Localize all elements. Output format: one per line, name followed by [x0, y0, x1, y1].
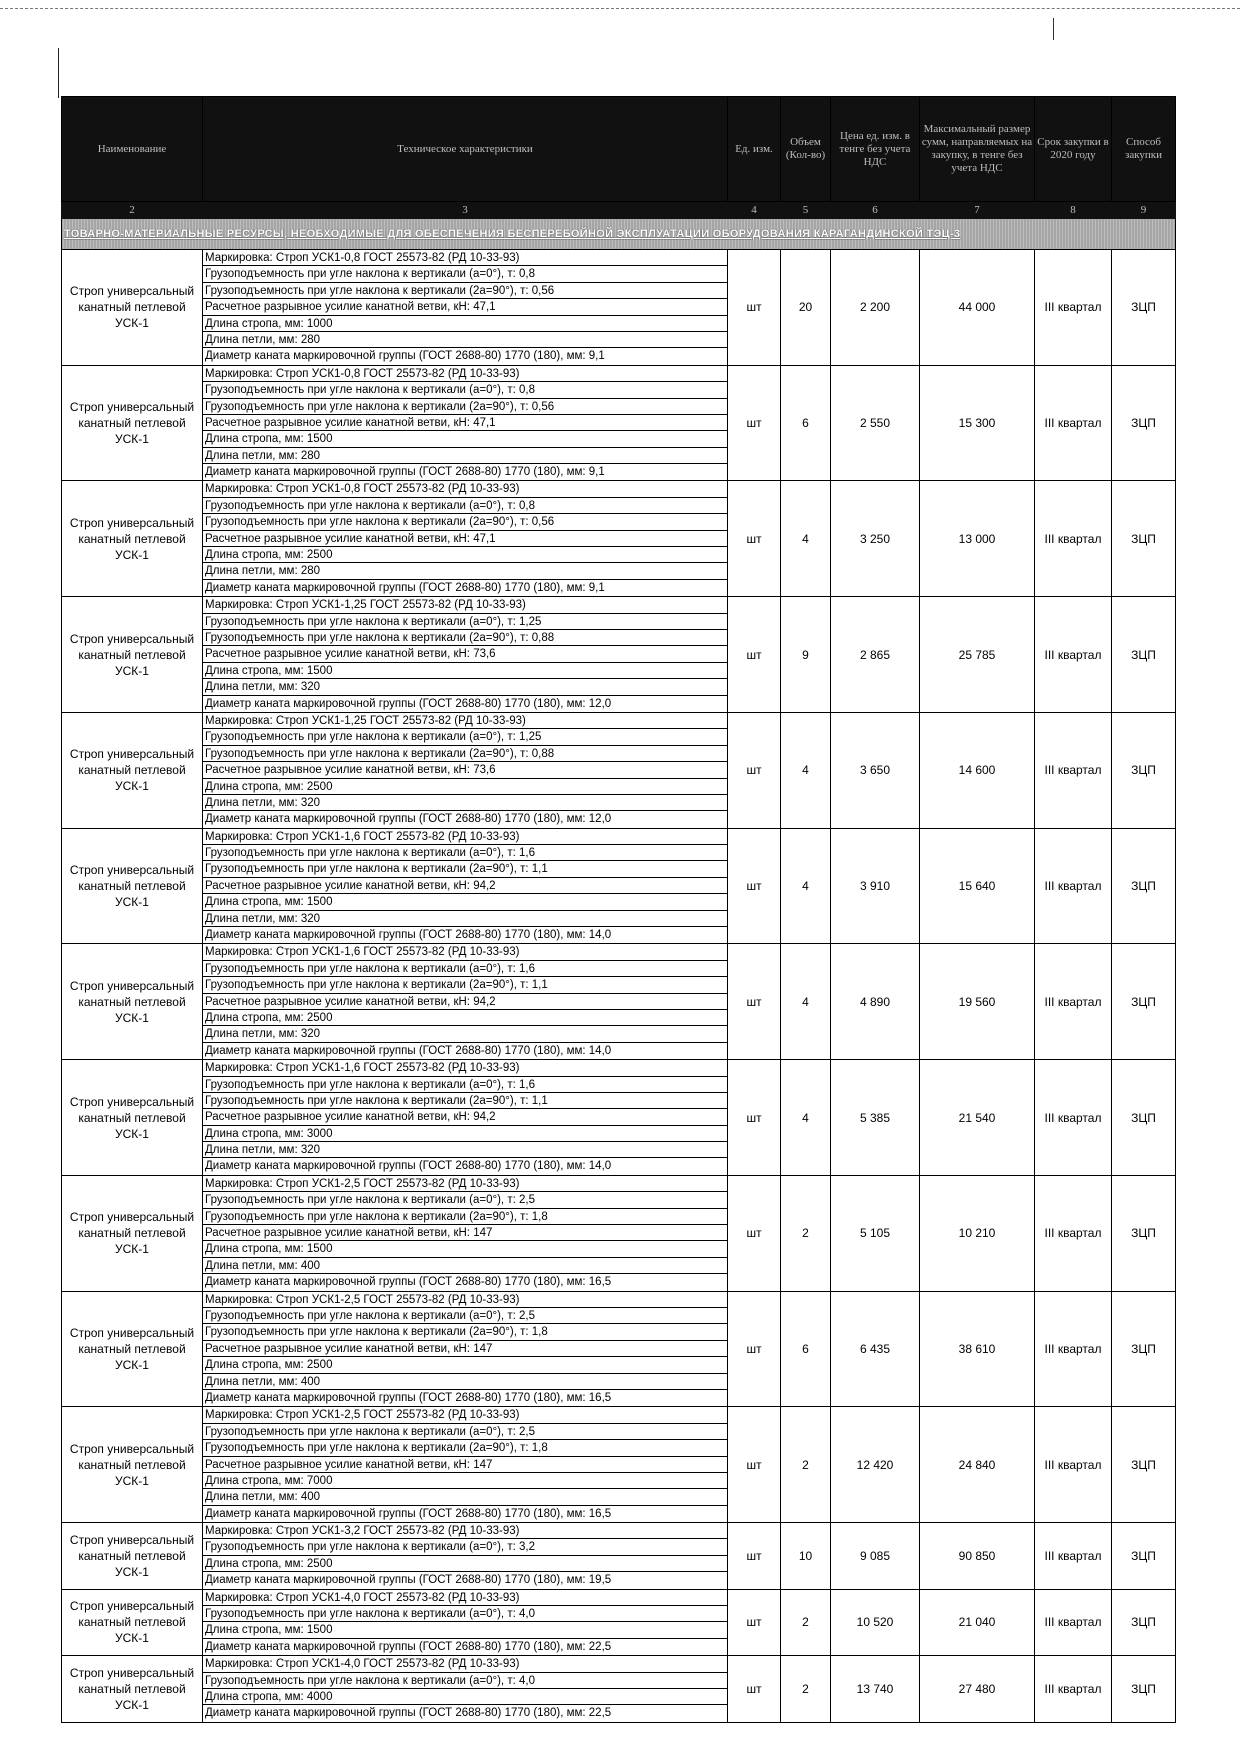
- spec-line: Маркировка: Строп УСК1-1,6 ГОСТ 25573-82 (РД 10-33-93): [203, 829, 727, 845]
- table-row: [62, 365, 1176, 481]
- item-price: 10 520: [831, 1589, 920, 1656]
- spec-line: Длина стропа, мм: 3000: [203, 1126, 727, 1142]
- item-specs: [203, 250, 728, 366]
- spec-line: Расчетное разрывное усилие канатной ветви, кН: 147: [203, 1225, 727, 1241]
- item-price: 6 435: [831, 1291, 920, 1407]
- spec-line: Диаметр каната маркировочной группы (ГОСТ 2688-80) 1770 (180), мм: 19,5: [205, 1574, 612, 1587]
- item-total: 90 850: [920, 1523, 1035, 1590]
- item-specs: [203, 1291, 728, 1407]
- item-unit: шт: [728, 1291, 781, 1407]
- item-total: 38 610: [920, 1291, 1035, 1407]
- item-price: 2 550: [831, 365, 920, 481]
- spec-line: Диаметр каната маркировочной группы (ГОСТ 2688-80) 1770 (180), мм: 9,1: [205, 466, 605, 479]
- spec-line: Маркировка: Строп УСК1-3,2 ГОСТ 25573-82 (РД 10-33-93): [203, 1523, 727, 1539]
- item-term: III квартал: [1035, 828, 1112, 944]
- scan-left-border: [58, 48, 59, 98]
- spec-line: Расчетное разрывное усилие канатной ветви, кН: 147: [203, 1457, 727, 1473]
- item-name: Строп универсальный канатный петлевой УСК-1: [62, 712, 203, 828]
- spec-line: Маркировка: Строп УСК1-1,25 ГОСТ 25573-82 (РД 10-33-93): [203, 713, 727, 729]
- item-specs: [203, 828, 728, 944]
- item-total: 21 540: [920, 1060, 1035, 1176]
- item-term: III квартал: [1035, 712, 1112, 828]
- item-qty: 2: [781, 1407, 831, 1523]
- spec-line: Грузоподъемность при угле наклона к вертикали (a=0°), т: 0,8: [203, 498, 727, 514]
- item-unit: шт: [728, 944, 781, 1060]
- item-specs: [203, 481, 728, 597]
- spec-line: Длина петли, мм: 280: [203, 332, 727, 348]
- spec-line: Длина стропа, мм: 4000: [203, 1689, 727, 1705]
- spec-line: Длина петли, мм: 280: [203, 563, 727, 579]
- item-unit: шт: [728, 1523, 781, 1590]
- spec-line: Грузоподъемность при угле наклона к вертикали (2a=90°), т: 0,56: [203, 399, 727, 415]
- item-specs: [203, 1589, 728, 1656]
- item-name: Строп универсальный канатный петлевой УСК-1: [62, 1656, 203, 1723]
- spec-line: Длина стропа, мм: 7000: [203, 1473, 727, 1489]
- spec-line: Длина стропа, мм: 2500: [203, 547, 727, 563]
- item-total: 27 480: [920, 1656, 1035, 1723]
- header-name: Наименование: [62, 97, 203, 202]
- spec-line: Маркировка: Строп УСК1-4,0 ГОСТ 25573-82 (РД 10-33-93): [203, 1590, 727, 1606]
- item-price: 3 650: [831, 712, 920, 828]
- item-qty: 2: [781, 1175, 831, 1291]
- item-qty: 20: [781, 250, 831, 366]
- item-name: Строп универсальный канатный петлевой УСК-1: [62, 944, 203, 1060]
- spec-line: Длина петли, мм: 320: [203, 795, 727, 811]
- item-price: 5 385: [831, 1060, 920, 1176]
- item-name: Строп универсальный канатный петлевой УСК-1: [62, 1291, 203, 1407]
- item-price: 13 740: [831, 1656, 920, 1723]
- item-price: 3 910: [831, 828, 920, 944]
- spec-line: Диаметр каната маркировочной группы (ГОСТ 2688-80) 1770 (180), мм: 22,5: [205, 1640, 612, 1653]
- item-unit: шт: [728, 1656, 781, 1723]
- spec-line: Длина стропа, мм: 1500: [203, 431, 727, 447]
- spec-line: Расчетное разрывное усилие канатной ветви, кН: 47,1: [203, 299, 727, 315]
- item-qty: 4: [781, 828, 831, 944]
- procurement-table: [61, 96, 1176, 1723]
- item-term: III квартал: [1035, 597, 1112, 713]
- item-qty: 9: [781, 597, 831, 713]
- column-number: 3: [203, 202, 728, 219]
- item-name: Строп универсальный канатный петлевой УСК-1: [62, 365, 203, 481]
- spec-line: Маркировка: Строп УСК1-2,5 ГОСТ 25573-82 (РД 10-33-93): [203, 1176, 727, 1192]
- item-price: 12 420: [831, 1407, 920, 1523]
- table-body: [62, 219, 1176, 1723]
- item-unit: шт: [728, 1589, 781, 1656]
- column-number: 6: [831, 202, 920, 219]
- item-specs: [203, 944, 728, 1060]
- spec-line: Диаметр каната маркировочной группы (ГОСТ 2688-80) 1770 (180), мм: 9,1: [205, 350, 605, 363]
- column-number: 7: [920, 202, 1035, 219]
- item-total: 19 560: [920, 944, 1035, 1060]
- item-method: ЗЦП: [1112, 250, 1176, 366]
- spec-line: Грузоподъемность при угле наклона к вертикали (a=0°), т: 1,25: [203, 614, 727, 630]
- spec-line: Расчетное разрывное усилие канатной ветви, кН: 94,2: [203, 878, 727, 894]
- spec-line: Длина петли, мм: 320: [203, 679, 727, 695]
- table-row: [62, 250, 1176, 366]
- item-name: Строп универсальный канатный петлевой УСК-1: [62, 250, 203, 366]
- spec-line: Диаметр каната маркировочной группы (ГОСТ 2688-80) 1770 (180), мм: 16,5: [205, 1507, 612, 1520]
- spec-line: Расчетное разрывное усилие канатной ветви, кН: 73,6: [203, 762, 727, 778]
- item-unit: шт: [728, 1060, 781, 1176]
- spec-line: Грузоподъемность при угле наклона к вертикали (a=0°), т: 0,8: [203, 266, 727, 282]
- spec-line: Диаметр каната маркировочной группы (ГОСТ 2688-80) 1770 (180), мм: 14,0: [205, 1160, 612, 1173]
- item-price: 9 085: [831, 1523, 920, 1590]
- item-total: 44 000: [920, 250, 1035, 366]
- item-term: III квартал: [1035, 1523, 1112, 1590]
- item-method: ЗЦП: [1112, 365, 1176, 481]
- spec-line: Маркировка: Строп УСК1-1,6 ГОСТ 25573-82 (РД 10-33-93): [203, 1060, 727, 1076]
- spec-line: Длина стропа, мм: 2500: [203, 1556, 727, 1572]
- spec-line: Грузоподъемность при угле наклона к вертикали (2a=90°), т: 0,88: [203, 630, 727, 646]
- table-row: [62, 1291, 1176, 1407]
- item-qty: 6: [781, 365, 831, 481]
- spec-line: Диаметр каната маркировочной группы (ГОСТ 2688-80) 1770 (180), мм: 16,5: [205, 1391, 612, 1404]
- item-method: ЗЦП: [1112, 1060, 1176, 1176]
- item-method: ЗЦП: [1112, 1407, 1176, 1523]
- item-name: Строп универсальный канатный петлевой УСК-1: [62, 597, 203, 713]
- item-unit: шт: [728, 1407, 781, 1523]
- item-unit: шт: [728, 365, 781, 481]
- column-number: 2: [62, 202, 203, 219]
- item-method: ЗЦП: [1112, 1175, 1176, 1291]
- header-total: Максимальный размер сумм, направляемых на закупку, в тенге без учета НДС: [920, 97, 1035, 202]
- spec-line: Длина петли, мм: 280: [203, 448, 727, 464]
- item-unit: шт: [728, 250, 781, 366]
- item-unit: шт: [728, 597, 781, 713]
- column-number: 9: [1112, 202, 1176, 219]
- spec-line: Маркировка: Строп УСК1-0,8 ГОСТ 25573-82 (РД 10-33-93): [203, 250, 727, 266]
- item-total: 13 000: [920, 481, 1035, 597]
- spec-line: Грузоподъемность при угле наклона к вертикали (2a=90°), т: 1,8: [203, 1440, 727, 1456]
- table-row: [62, 1060, 1176, 1176]
- table-row: [62, 1175, 1176, 1291]
- item-total: 25 785: [920, 597, 1035, 713]
- table-row: [62, 828, 1176, 944]
- item-price: 5 105: [831, 1175, 920, 1291]
- item-qty: 2: [781, 1589, 831, 1656]
- item-method: ЗЦП: [1112, 1656, 1176, 1723]
- item-price: 3 250: [831, 481, 920, 597]
- header-term: Срок закупки в 2020 году: [1035, 97, 1112, 202]
- spec-line: Грузоподъемность при угле наклона к вертикали (a=0°), т: 2,5: [203, 1308, 727, 1324]
- spec-line: Грузоподъемность при угле наклона к вертикали (2a=90°), т: 0,88: [203, 746, 727, 762]
- item-specs: [203, 1523, 728, 1590]
- spec-line: Диаметр каната маркировочной группы (ГОСТ 2688-80) 1770 (180), мм: 12,0: [205, 813, 612, 826]
- item-qty: 10: [781, 1523, 831, 1590]
- item-term: III квартал: [1035, 1291, 1112, 1407]
- item-term: III квартал: [1035, 944, 1112, 1060]
- section-title: ТОВАРНО-МАТЕРИАЛЬНЫЕ РЕСУРСЫ, НЕОБХОДИМЫЕ ДЛЯ ОБЕСПЕЧЕНИЯ БЕСПЕРЕБОЙНОЙ ЭКСПЛУАТАЦИИ ОБОРУДОВАНИЯ КАРАГАНДИНСКОЙ ТЭЦ-3: [64, 228, 961, 240]
- item-specs: [203, 1656, 728, 1723]
- item-qty: 4: [781, 481, 831, 597]
- table-row: [62, 481, 1176, 597]
- spec-line: Расчетное разрывное усилие канатной ветви, кН: 47,1: [203, 531, 727, 547]
- item-qty: 6: [781, 1291, 831, 1407]
- item-total: 10 210: [920, 1175, 1035, 1291]
- spec-line: Длина петли, мм: 320: [203, 1142, 727, 1158]
- column-number: 4: [728, 202, 781, 219]
- header-price: Цена ед. изм. в тенге без учета НДС: [831, 97, 920, 202]
- table-row: [62, 1407, 1176, 1523]
- spec-line: Маркировка: Строп УСК1-2,5 ГОСТ 25573-82 (РД 10-33-93): [203, 1292, 727, 1308]
- spec-line: Длина стропа, мм: 1500: [203, 1241, 727, 1257]
- item-name: Строп универсальный канатный петлевой УСК-1: [62, 1407, 203, 1523]
- item-term: III квартал: [1035, 1407, 1112, 1523]
- spec-line: Длина петли, мм: 400: [203, 1489, 727, 1505]
- spec-line: Диаметр каната маркировочной группы (ГОСТ 2688-80) 1770 (180), мм: 14,0: [205, 929, 612, 942]
- spec-line: Расчетное разрывное усилие канатной ветви, кН: 73,6: [203, 646, 727, 662]
- spec-line: Грузоподъемность при угле наклона к вертикали (a=0°), т: 1,6: [203, 961, 727, 977]
- spec-line: Диаметр каната маркировочной группы (ГОСТ 2688-80) 1770 (180), мм: 16,5: [205, 1276, 612, 1289]
- column-number: 8: [1035, 202, 1112, 219]
- item-term: III квартал: [1035, 1060, 1112, 1176]
- item-name: Строп универсальный канатный петлевой УСК-1: [62, 828, 203, 944]
- table-row: [62, 712, 1176, 828]
- item-term: III квартал: [1035, 481, 1112, 597]
- item-total: 15 300: [920, 365, 1035, 481]
- header-specs: Техническое характеристики: [203, 97, 728, 202]
- spec-line: Диаметр каната маркировочной группы (ГОСТ 2688-80) 1770 (180), мм: 14,0: [205, 1044, 612, 1057]
- item-name: Строп универсальный канатный петлевой УСК-1: [62, 1175, 203, 1291]
- spec-line: Длина стропа, мм: 1500: [203, 1622, 727, 1638]
- spec-line: Расчетное разрывное усилие канатной ветви, кН: 47,1: [203, 415, 727, 431]
- item-term: III квартал: [1035, 365, 1112, 481]
- item-method: ЗЦП: [1112, 481, 1176, 597]
- spec-line: Грузоподъемность при угле наклона к вертикали (2a=90°), т: 1,1: [203, 861, 727, 877]
- item-specs: [203, 712, 728, 828]
- item-price: 4 890: [831, 944, 920, 1060]
- section-cell: [62, 219, 1176, 250]
- column-number: 5: [781, 202, 831, 219]
- item-qty: 4: [781, 712, 831, 828]
- item-method: ЗЦП: [1112, 1589, 1176, 1656]
- spec-line: Грузоподъемность при угле наклона к вертикали (2a=90°), т: 1,1: [203, 1093, 727, 1109]
- spec-line: Диаметр каната маркировочной группы (ГОСТ 2688-80) 1770 (180), мм: 22,5: [205, 1707, 612, 1720]
- item-method: ЗЦП: [1112, 1291, 1176, 1407]
- spec-line: Маркировка: Строп УСК1-2,5 ГОСТ 25573-82 (РД 10-33-93): [203, 1407, 727, 1423]
- spec-line: Грузоподъемность при угле наклона к вертикали (a=0°), т: 0,8: [203, 382, 727, 398]
- header-row: [62, 97, 1176, 202]
- spec-line: Маркировка: Строп УСК1-0,8 ГОСТ 25573-82 (РД 10-33-93): [203, 481, 727, 497]
- table-row: [62, 1656, 1176, 1723]
- spec-line: Грузоподъемность при угле наклона к вертикали (a=0°), т: 1,6: [203, 1077, 727, 1093]
- spec-line: Длина стропа, мм: 1500: [203, 663, 727, 679]
- item-qty: 4: [781, 944, 831, 1060]
- item-term: III квартал: [1035, 1589, 1112, 1656]
- item-term: III квартал: [1035, 250, 1112, 366]
- header-method: Способ закупки: [1112, 97, 1176, 202]
- table-row: [62, 597, 1176, 713]
- item-qty: 4: [781, 1060, 831, 1176]
- spec-line: Грузоподъемность при угле наклона к вертикали (2a=90°), т: 1,8: [203, 1209, 727, 1225]
- column-number-row: [62, 202, 1176, 219]
- item-method: ЗЦП: [1112, 1523, 1176, 1590]
- item-unit: шт: [728, 481, 781, 597]
- spec-line: Грузоподъемность при угле наклона к вертикали (a=0°), т: 4,0: [203, 1673, 727, 1689]
- table-row: [62, 944, 1176, 1060]
- spec-line: Длина петли, мм: 400: [203, 1258, 727, 1274]
- item-name: Строп универсальный канатный петлевой УСК-1: [62, 481, 203, 597]
- item-unit: шт: [728, 712, 781, 828]
- spec-line: Длина петли, мм: 400: [203, 1374, 727, 1390]
- spec-line: Длина стропа, мм: 2500: [203, 1010, 727, 1026]
- item-price: 2 865: [831, 597, 920, 713]
- item-qty: 2: [781, 1656, 831, 1723]
- header-unit: Ед. изм.: [728, 97, 781, 202]
- spec-line: Грузоподъемность при угле наклона к вертикали (a=0°), т: 2,5: [203, 1192, 727, 1208]
- item-name: Строп универсальный канатный петлевой УСК-1: [62, 1523, 203, 1590]
- item-specs: [203, 365, 728, 481]
- table-header: [62, 97, 1176, 219]
- spec-line: Маркировка: Строп УСК1-4,0 ГОСТ 25573-82 (РД 10-33-93): [203, 1656, 727, 1672]
- spec-line: Расчетное разрывное усилие канатной ветви, кН: 147: [203, 1341, 727, 1357]
- spec-line: Диаметр каната маркировочной группы (ГОСТ 2688-80) 1770 (180), мм: 12,0: [205, 697, 612, 710]
- spec-line: Грузоподъемность при угле наклона к вертикали (a=0°), т: 2,5: [203, 1424, 727, 1440]
- table-row: [62, 1523, 1176, 1590]
- spec-line: Длина стропа, мм: 1500: [203, 894, 727, 910]
- item-specs: [203, 597, 728, 713]
- spec-line: Расчетное разрывное усилие канатной ветви, кН: 94,2: [203, 994, 727, 1010]
- spec-line: Грузоподъемность при угле наклона к вертикали (a=0°), т: 1,6: [203, 845, 727, 861]
- item-unit: шт: [728, 1175, 781, 1291]
- spec-line: Грузоподъемность при угле наклона к вертикали (2a=90°), т: 1,1: [203, 977, 727, 993]
- item-specs: [203, 1060, 728, 1176]
- spec-line: Расчетное разрывное усилие канатной ветви, кН: 94,2: [203, 1109, 727, 1125]
- spec-line: Длина петли, мм: 320: [203, 1026, 727, 1042]
- spec-line: Грузоподъемность при угле наклона к вертикали (2a=90°), т: 1,8: [203, 1324, 727, 1340]
- item-total: 21 040: [920, 1589, 1035, 1656]
- item-method: ЗЦП: [1112, 712, 1176, 828]
- spec-line: Длина стропа, мм: 1000: [203, 316, 727, 332]
- table-row: [62, 1589, 1176, 1656]
- spec-line: Длина петли, мм: 320: [203, 911, 727, 927]
- item-price: 2 200: [831, 250, 920, 366]
- item-unit: шт: [728, 828, 781, 944]
- scan-top-edge: [0, 8, 1240, 9]
- spec-line: Грузоподъемность при угле наклона к вертикали (a=0°), т: 1,25: [203, 729, 727, 745]
- scan-tick-mark: [1053, 18, 1054, 40]
- item-name: Строп универсальный канатный петлевой УСК-1: [62, 1060, 203, 1176]
- item-total: 15 640: [920, 828, 1035, 944]
- spec-line: Грузоподъемность при угле наклона к вертикали (2a=90°), т: 0,56: [203, 283, 727, 299]
- item-specs: [203, 1407, 728, 1523]
- item-specs: [203, 1175, 728, 1291]
- spec-line: Грузоподъемность при угле наклона к вертикали (a=0°), т: 3,2: [203, 1539, 727, 1555]
- header-qty: Объем (Кол-во): [781, 97, 831, 202]
- item-method: ЗЦП: [1112, 828, 1176, 944]
- item-term: III квартал: [1035, 1656, 1112, 1723]
- item-term: III квартал: [1035, 1175, 1112, 1291]
- spec-line: Длина стропа, мм: 2500: [203, 779, 727, 795]
- spec-line: Грузоподъемность при угле наклона к вертикали (2a=90°), т: 0,56: [203, 514, 727, 530]
- item-name: Строп универсальный канатный петлевой УСК-1: [62, 1589, 203, 1656]
- spec-line: Маркировка: Строп УСК1-0,8 ГОСТ 25573-82 (РД 10-33-93): [203, 366, 727, 382]
- spec-line: Маркировка: Строп УСК1-1,6 ГОСТ 25573-82 (РД 10-33-93): [203, 944, 727, 960]
- item-method: ЗЦП: [1112, 944, 1176, 1060]
- section-row: [62, 219, 1176, 250]
- item-total: 14 600: [920, 712, 1035, 828]
- spec-line: Маркировка: Строп УСК1-1,25 ГОСТ 25573-82 (РД 10-33-93): [203, 597, 727, 613]
- spec-line: Грузоподъемность при угле наклона к вертикали (a=0°), т: 4,0: [203, 1606, 727, 1622]
- item-method: ЗЦП: [1112, 597, 1176, 713]
- item-total: 24 840: [920, 1407, 1035, 1523]
- spec-line: Длина стропа, мм: 2500: [203, 1357, 727, 1373]
- spec-line: Диаметр каната маркировочной группы (ГОСТ 2688-80) 1770 (180), мм: 9,1: [205, 581, 605, 594]
